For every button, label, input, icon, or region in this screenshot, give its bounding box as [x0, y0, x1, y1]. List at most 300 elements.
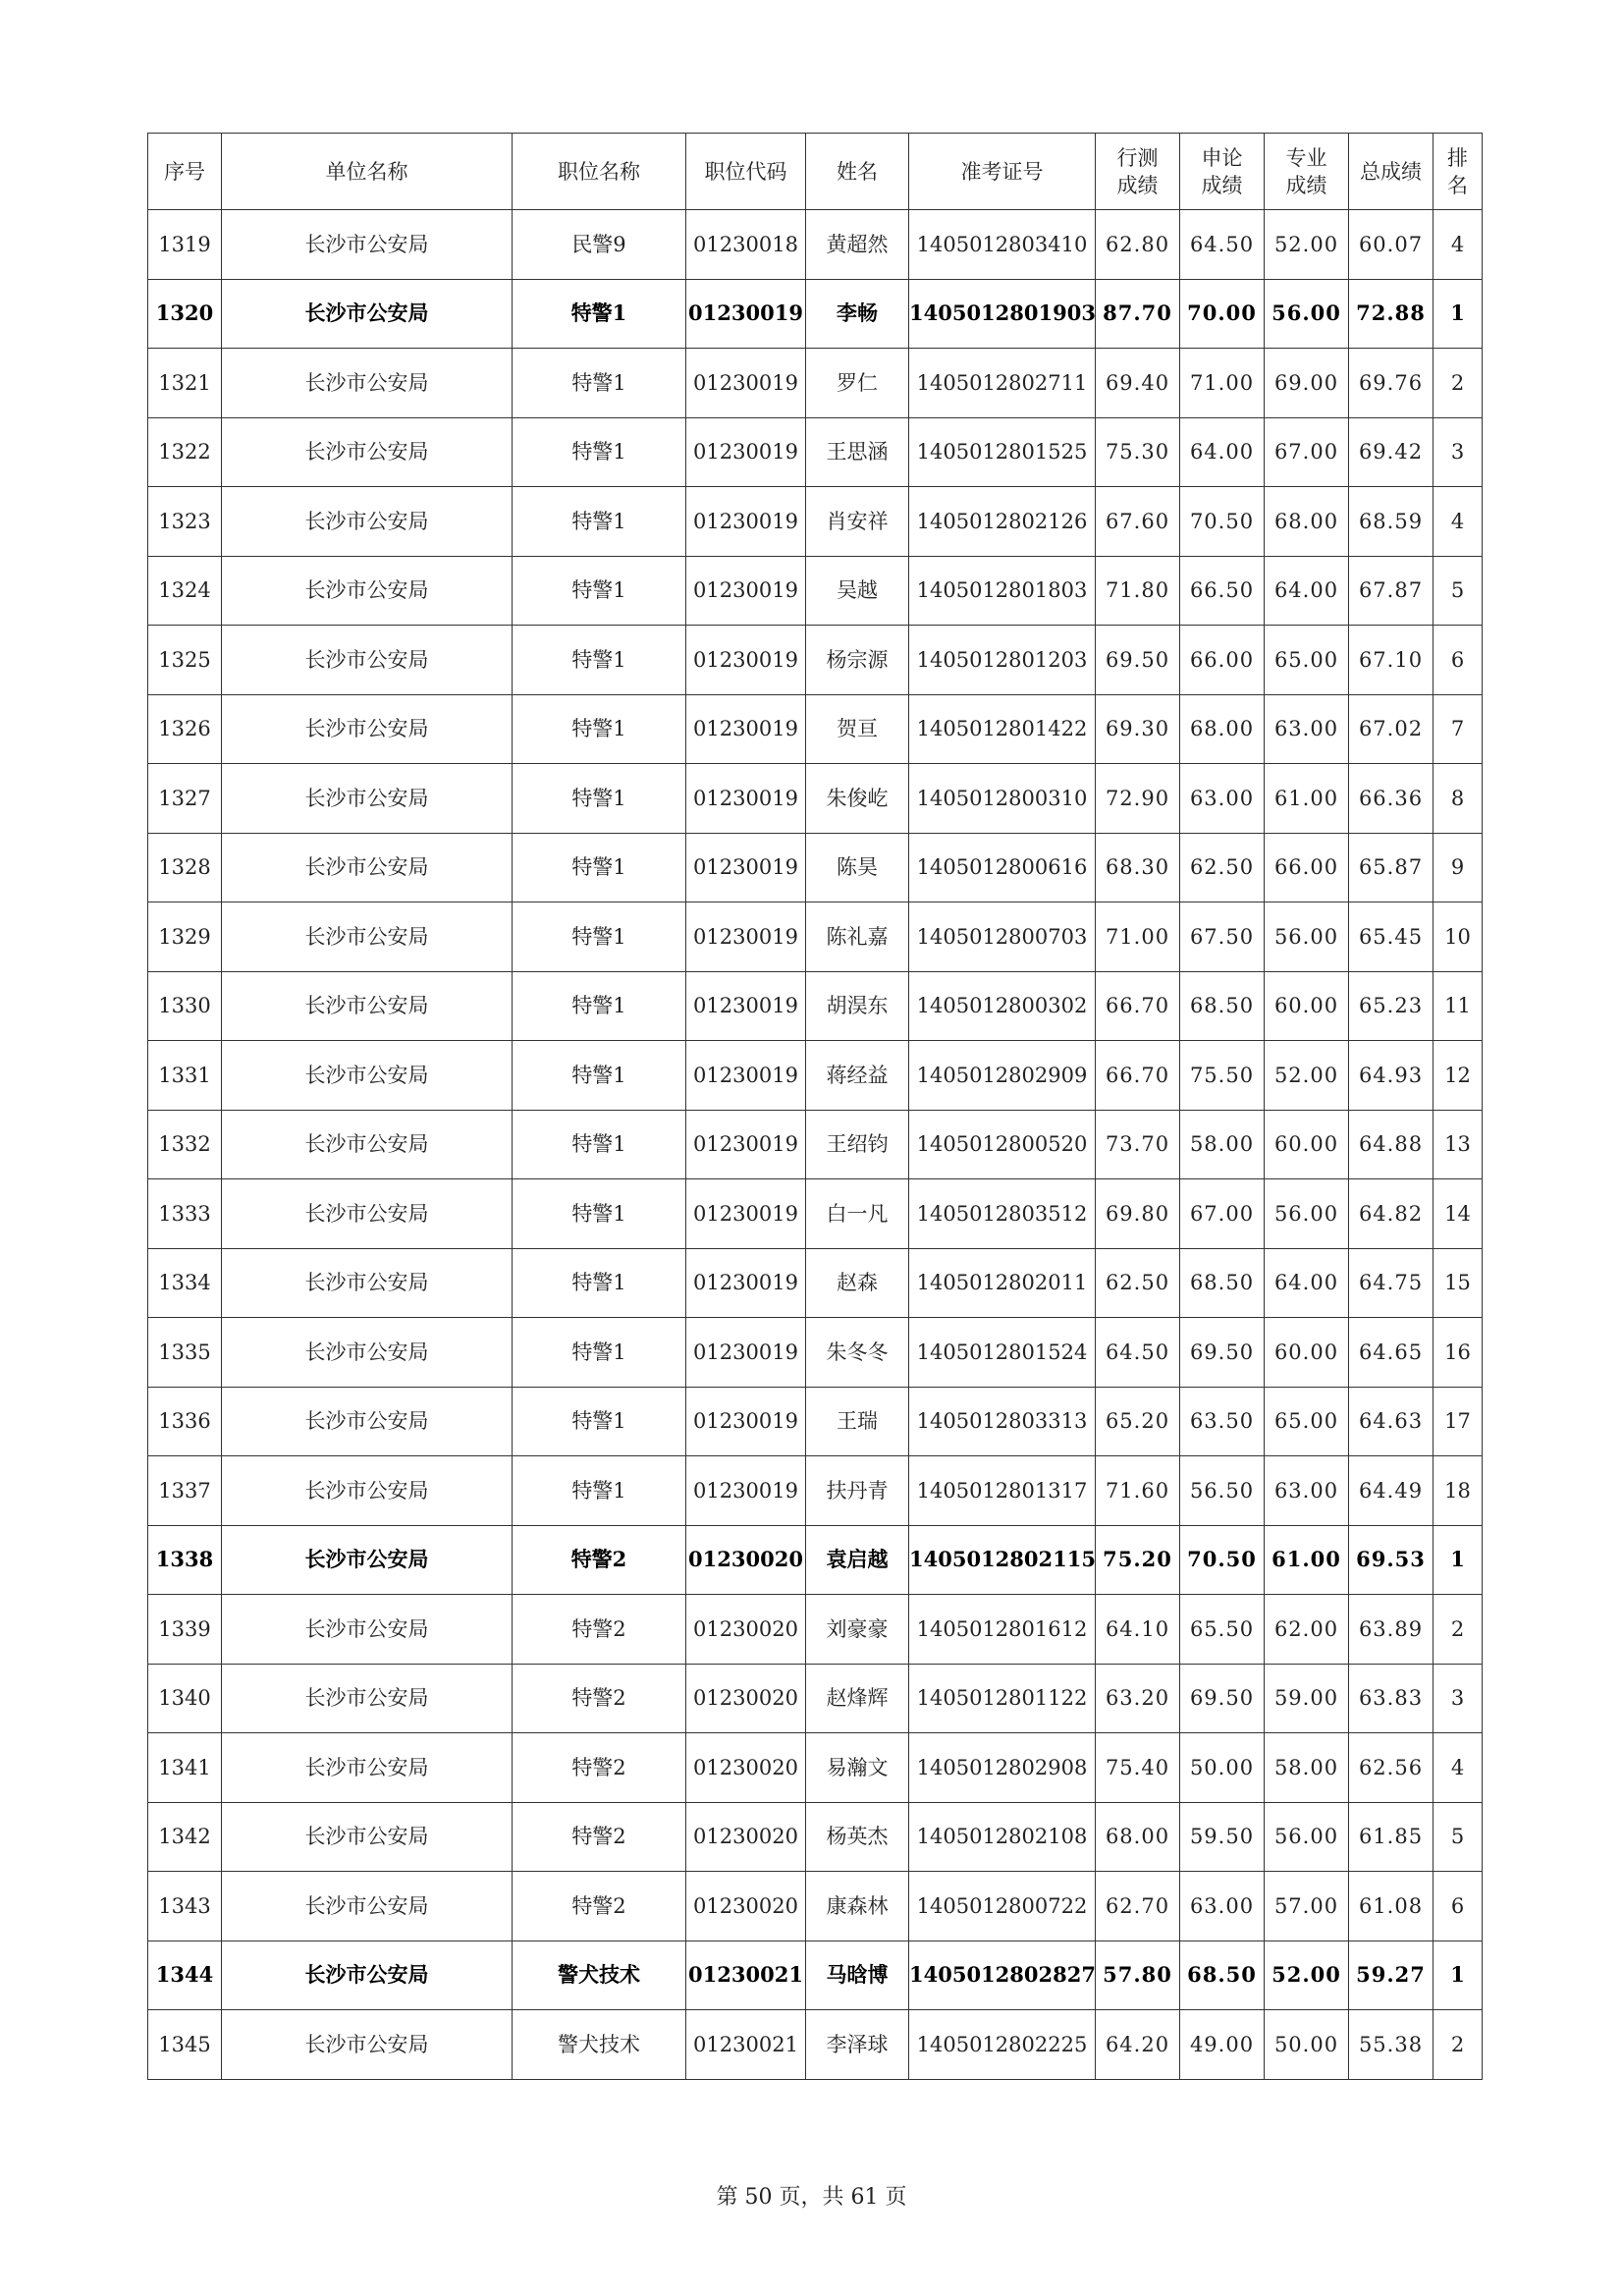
- cell-post: 特警1: [513, 1387, 686, 1456]
- cell-unit: 长沙市公安局: [222, 1110, 513, 1179]
- cell-ticket: 1405012801903: [909, 279, 1096, 349]
- cell-name: 胡淏东: [806, 971, 909, 1041]
- cell-name: 赵森: [806, 1248, 909, 1318]
- table-row: [148, 1248, 1483, 1318]
- table-row: [148, 1179, 1483, 1249]
- cell-name: 赵烽辉: [806, 1664, 909, 1733]
- cell-seq: 1339: [148, 1595, 222, 1665]
- cell-shenlun: 68.50: [1180, 1941, 1265, 2010]
- cell-post: 特警1: [513, 417, 686, 487]
- cell-zhuanye: 56.00: [1265, 902, 1349, 972]
- header-rank: [1434, 134, 1483, 210]
- cell-code: 01230019: [686, 417, 806, 487]
- cell-name: 罗仁: [806, 349, 909, 418]
- cell-code: 01230019: [686, 833, 806, 902]
- cell-shenlun: 68.00: [1180, 694, 1265, 764]
- cell-name: 康森林: [806, 1872, 909, 1941]
- cell-xingce: 72.90: [1096, 764, 1180, 834]
- cell-shenlun: 66.50: [1180, 556, 1265, 626]
- cell-unit: 长沙市公安局: [222, 556, 513, 626]
- cell-total: 64.63: [1349, 1387, 1434, 1456]
- cell-rank: 4: [1434, 210, 1483, 280]
- cell-seq: 1329: [148, 902, 222, 972]
- cell-unit: 长沙市公安局: [222, 833, 513, 902]
- cell-xingce: 62.50: [1096, 1248, 1180, 1318]
- header-xingce: [1096, 134, 1180, 210]
- cell-zhuanye: 66.00: [1265, 833, 1349, 902]
- cell-total: 67.10: [1349, 626, 1434, 695]
- cell-shenlun: 64.00: [1180, 417, 1265, 487]
- cell-xingce: 71.80: [1096, 556, 1180, 626]
- cell-xingce: 69.80: [1096, 1179, 1180, 1249]
- cell-name: 袁启越: [806, 1525, 909, 1595]
- cell-shenlun: 50.00: [1180, 1733, 1265, 1803]
- cell-name: 吴越: [806, 556, 909, 626]
- cell-rank: 16: [1434, 1318, 1483, 1388]
- cell-ticket: 1405012802827: [909, 1941, 1096, 2010]
- cell-ticket: 1405012801525: [909, 417, 1096, 487]
- cell-total: 59.27: [1349, 1941, 1434, 2010]
- cell-code: 01230019: [686, 764, 806, 834]
- cell-seq: 1328: [148, 833, 222, 902]
- table-row: [148, 1733, 1483, 1803]
- cell-shenlun: 68.50: [1180, 1248, 1265, 1318]
- cell-total: 69.53: [1349, 1525, 1434, 1595]
- cell-shenlun: 70.00: [1180, 279, 1265, 349]
- cell-unit: 长沙市公安局: [222, 279, 513, 349]
- table-row: [148, 1941, 1483, 2010]
- cell-total: 64.49: [1349, 1456, 1434, 1526]
- cell-rank: 13: [1434, 1110, 1483, 1179]
- cell-total: 63.83: [1349, 1664, 1434, 1733]
- cell-post: 特警1: [513, 1179, 686, 1249]
- cell-post: 特警1: [513, 626, 686, 695]
- cell-seq: 1335: [148, 1318, 222, 1388]
- cell-zhuanye: 64.00: [1265, 1248, 1349, 1318]
- cell-ticket: 1405012802126: [909, 487, 1096, 557]
- cell-unit: 长沙市公安局: [222, 1248, 513, 1318]
- cell-ticket: 1405012801524: [909, 1318, 1096, 1388]
- cell-zhuanye: 69.00: [1265, 349, 1349, 418]
- cell-code: 01230018: [686, 210, 806, 280]
- table-row: [148, 556, 1483, 626]
- cell-code: 01230019: [686, 1248, 806, 1318]
- cell-post: 特警2: [513, 1733, 686, 1803]
- cell-rank: 2: [1434, 1595, 1483, 1665]
- table-row: [148, 1525, 1483, 1595]
- cell-ticket: 1405012801317: [909, 1456, 1096, 1526]
- cell-total: 61.85: [1349, 1802, 1434, 1872]
- cell-total: 67.02: [1349, 694, 1434, 764]
- table-row: [148, 1456, 1483, 1526]
- cell-ticket: 1405012800310: [909, 764, 1096, 834]
- header-rank-l2: 名: [1447, 173, 1468, 197]
- cell-post: 民警9: [513, 210, 686, 280]
- cell-unit: 长沙市公安局: [222, 1179, 513, 1249]
- cell-code: 01230019: [686, 1318, 806, 1388]
- cell-name: 陈礼嘉: [806, 902, 909, 972]
- cell-name: 朱俊屹: [806, 764, 909, 834]
- cell-xingce: 68.30: [1096, 833, 1180, 902]
- cell-shenlun: 75.50: [1180, 1041, 1265, 1111]
- cell-ticket: 1405012802711: [909, 349, 1096, 418]
- cell-ticket: 1405012800722: [909, 1872, 1096, 1941]
- cell-zhuanye: 63.00: [1265, 1456, 1349, 1526]
- table-row: [148, 764, 1483, 834]
- cell-rank: 4: [1434, 487, 1483, 557]
- cell-post: 特警1: [513, 764, 686, 834]
- header-shenlun: [1180, 134, 1265, 210]
- cell-zhuanye: 64.00: [1265, 556, 1349, 626]
- header-zhuanye-l1: 专业: [1285, 145, 1327, 170]
- cell-xingce: 75.30: [1096, 417, 1180, 487]
- cell-seq: 1337: [148, 1456, 222, 1526]
- cell-zhuanye: 62.00: [1265, 1595, 1349, 1665]
- cell-shenlun: 68.50: [1180, 971, 1265, 1041]
- cell-name: 朱冬冬: [806, 1318, 909, 1388]
- cell-xingce: 71.60: [1096, 1456, 1180, 1526]
- cell-post: 特警1: [513, 1318, 686, 1388]
- cell-code: 01230019: [686, 1387, 806, 1456]
- cell-zhuanye: 52.00: [1265, 1941, 1349, 2010]
- cell-total: 69.42: [1349, 417, 1434, 487]
- cell-ticket: 1405012801803: [909, 556, 1096, 626]
- cell-rank: 18: [1434, 1456, 1483, 1526]
- cell-total: 65.45: [1349, 902, 1434, 972]
- cell-xingce: 69.40: [1096, 349, 1180, 418]
- table-row: [148, 279, 1483, 349]
- cell-xingce: 66.70: [1096, 1041, 1180, 1111]
- cell-unit: 长沙市公安局: [222, 349, 513, 418]
- cell-seq: 1338: [148, 1525, 222, 1595]
- cell-rank: 10: [1434, 902, 1483, 972]
- table-row: [148, 1595, 1483, 1665]
- cell-xingce: 65.20: [1096, 1387, 1180, 1456]
- header-zhuanye: [1265, 134, 1349, 210]
- cell-shenlun: 69.50: [1180, 1318, 1265, 1388]
- cell-code: 01230020: [686, 1525, 806, 1595]
- cell-ticket: 1405012803313: [909, 1387, 1096, 1456]
- cell-shenlun: 69.50: [1180, 1664, 1265, 1733]
- cell-zhuanye: 65.00: [1265, 626, 1349, 695]
- cell-zhuanye: 60.00: [1265, 971, 1349, 1041]
- cell-zhuanye: 50.00: [1265, 2010, 1349, 2080]
- cell-unit: 长沙市公安局: [222, 1387, 513, 1456]
- cell-seq: 1321: [148, 349, 222, 418]
- cell-xingce: 67.60: [1096, 487, 1180, 557]
- cell-post: 特警1: [513, 556, 686, 626]
- cell-zhuanye: 56.00: [1265, 1179, 1349, 1249]
- table-row: [148, 1802, 1483, 1872]
- cell-unit: 长沙市公安局: [222, 694, 513, 764]
- cell-ticket: 1405012801203: [909, 626, 1096, 695]
- cell-post: 特警1: [513, 971, 686, 1041]
- cell-total: 63.89: [1349, 1595, 1434, 1665]
- table-row: [148, 902, 1483, 972]
- cell-ticket: 1405012803512: [909, 1179, 1096, 1249]
- cell-unit: 长沙市公安局: [222, 626, 513, 695]
- table-row: [148, 833, 1483, 902]
- cell-name: 刘豪豪: [806, 1595, 909, 1665]
- header-unit: 单位名称: [222, 134, 513, 210]
- cell-seq: 1341: [148, 1733, 222, 1803]
- cell-unit: 长沙市公安局: [222, 1733, 513, 1803]
- table-row: [148, 1664, 1483, 1733]
- cell-ticket: 1405012801422: [909, 694, 1096, 764]
- cell-name: 陈昊: [806, 833, 909, 902]
- cell-zhuanye: 57.00: [1265, 1872, 1349, 1941]
- cell-zhuanye: 63.00: [1265, 694, 1349, 764]
- cell-xingce: 66.70: [1096, 971, 1180, 1041]
- cell-total: 64.75: [1349, 1248, 1434, 1318]
- cell-xingce: 64.20: [1096, 2010, 1180, 2080]
- cell-code: 01230019: [686, 349, 806, 418]
- cell-seq: 1331: [148, 1041, 222, 1111]
- cell-shenlun: 64.50: [1180, 210, 1265, 280]
- cell-xingce: 62.80: [1096, 210, 1180, 280]
- header-code: 职位代码: [686, 134, 806, 210]
- cell-xingce: 64.50: [1096, 1318, 1180, 1388]
- table-row: [148, 1041, 1483, 1111]
- cell-rank: 15: [1434, 1248, 1483, 1318]
- cell-zhuanye: 52.00: [1265, 210, 1349, 280]
- cell-shenlun: 58.00: [1180, 1110, 1265, 1179]
- table-row: [148, 417, 1483, 487]
- cell-ticket: 1405012802225: [909, 2010, 1096, 2080]
- header-xingce-l1: 行测: [1116, 145, 1159, 170]
- header-seq: 序号: [148, 134, 222, 210]
- cell-xingce: 71.00: [1096, 902, 1180, 972]
- header-xingce-l2: 成绩: [1116, 173, 1159, 197]
- cell-total: 64.82: [1349, 1179, 1434, 1249]
- cell-unit: 长沙市公安局: [222, 1941, 513, 2010]
- cell-total: 72.88: [1349, 279, 1434, 349]
- table-row: [148, 694, 1483, 764]
- cell-shenlun: 63.50: [1180, 1387, 1265, 1456]
- cell-rank: 12: [1434, 1041, 1483, 1111]
- cell-post: 特警1: [513, 833, 686, 902]
- cell-rank: 6: [1434, 626, 1483, 695]
- cell-post: 特警1: [513, 487, 686, 557]
- cell-code: 01230019: [686, 1179, 806, 1249]
- cell-unit: 长沙市公安局: [222, 2010, 513, 2080]
- cell-shenlun: 70.50: [1180, 487, 1265, 557]
- cell-seq: 1344: [148, 1941, 222, 2010]
- cell-name: 王绍钧: [806, 1110, 909, 1179]
- cell-xingce: 69.50: [1096, 626, 1180, 695]
- table-row: [148, 626, 1483, 695]
- cell-shenlun: 67.50: [1180, 902, 1265, 972]
- cell-unit: 长沙市公安局: [222, 1525, 513, 1595]
- table-row: [148, 1872, 1483, 1941]
- cell-post: 特警1: [513, 1456, 686, 1526]
- cell-post: 特警1: [513, 1041, 686, 1111]
- table-row: [148, 1110, 1483, 1179]
- cell-code: 01230019: [686, 1110, 806, 1179]
- cell-shenlun: 59.50: [1180, 1802, 1265, 1872]
- cell-code: 01230019: [686, 487, 806, 557]
- cell-total: 65.23: [1349, 971, 1434, 1041]
- cell-code: 01230020: [686, 1802, 806, 1872]
- cell-total: 69.76: [1349, 349, 1434, 418]
- cell-seq: 1342: [148, 1802, 222, 1872]
- cell-seq: 1319: [148, 210, 222, 280]
- cell-code: 01230020: [686, 1872, 806, 1941]
- cell-shenlun: 65.50: [1180, 1595, 1265, 1665]
- cell-ticket: 1405012802115: [909, 1525, 1096, 1595]
- cell-rank: 5: [1434, 556, 1483, 626]
- cell-unit: 长沙市公安局: [222, 1664, 513, 1733]
- cell-rank: 14: [1434, 1179, 1483, 1249]
- cell-name: 李泽球: [806, 2010, 909, 2080]
- cell-zhuanye: 56.00: [1265, 279, 1349, 349]
- cell-zhuanye: 60.00: [1265, 1318, 1349, 1388]
- cell-xingce: 87.70: [1096, 279, 1180, 349]
- cell-name: 贺亘: [806, 694, 909, 764]
- cell-post: 特警1: [513, 1110, 686, 1179]
- cell-ticket: 1405012801612: [909, 1595, 1096, 1665]
- cell-zhuanye: 61.00: [1265, 764, 1349, 834]
- cell-ticket: 1405012800616: [909, 833, 1096, 902]
- cell-unit: 长沙市公安局: [222, 417, 513, 487]
- cell-seq: 1320: [148, 279, 222, 349]
- cell-total: 67.87: [1349, 556, 1434, 626]
- cell-total: 65.87: [1349, 833, 1434, 902]
- cell-seq: 1343: [148, 1872, 222, 1941]
- cell-unit: 长沙市公安局: [222, 1041, 513, 1111]
- cell-post: 特警1: [513, 349, 686, 418]
- cell-code: 01230019: [686, 279, 806, 349]
- table-row: [148, 971, 1483, 1041]
- cell-total: 64.65: [1349, 1318, 1434, 1388]
- header-post: 职位名称: [513, 134, 686, 210]
- cell-seq: 1327: [148, 764, 222, 834]
- cell-xingce: 69.30: [1096, 694, 1180, 764]
- cell-unit: 长沙市公安局: [222, 210, 513, 280]
- table-row: [148, 210, 1483, 280]
- cell-unit: 长沙市公安局: [222, 764, 513, 834]
- cell-rank: 1: [1434, 1525, 1483, 1595]
- cell-code: 01230020: [686, 1595, 806, 1665]
- cell-code: 01230021: [686, 2010, 806, 2080]
- table-row: [148, 1318, 1483, 1388]
- cell-code: 01230019: [686, 556, 806, 626]
- cell-unit: 长沙市公安局: [222, 1318, 513, 1388]
- cell-post: 特警1: [513, 902, 686, 972]
- cell-rank: 11: [1434, 971, 1483, 1041]
- cell-code: 01230020: [686, 1664, 806, 1733]
- cell-rank: 2: [1434, 349, 1483, 418]
- cell-xingce: 68.00: [1096, 1802, 1180, 1872]
- cell-ticket: 1405012803410: [909, 210, 1096, 280]
- cell-seq: 1325: [148, 626, 222, 695]
- cell-unit: 长沙市公安局: [222, 1872, 513, 1941]
- cell-total: 61.08: [1349, 1872, 1434, 1941]
- cell-xingce: 75.20: [1096, 1525, 1180, 1595]
- cell-name: 肖安祥: [806, 487, 909, 557]
- cell-name: 扶丹青: [806, 1456, 909, 1526]
- cell-unit: 长沙市公安局: [222, 1802, 513, 1872]
- cell-ticket: 1405012802011: [909, 1248, 1096, 1318]
- cell-code: 01230019: [686, 626, 806, 695]
- cell-post: 特警2: [513, 1802, 686, 1872]
- cell-name: 蒋经益: [806, 1041, 909, 1111]
- cell-ticket: 1405012800302: [909, 971, 1096, 1041]
- cell-seq: 1340: [148, 1664, 222, 1733]
- cell-name: 白一凡: [806, 1179, 909, 1249]
- cell-shenlun: 56.50: [1180, 1456, 1265, 1526]
- cell-name: 杨宗源: [806, 626, 909, 695]
- cell-shenlun: 67.00: [1180, 1179, 1265, 1249]
- cell-rank: 9: [1434, 833, 1483, 902]
- cell-zhuanye: 67.00: [1265, 417, 1349, 487]
- header-zhuanye-l2: 成绩: [1285, 173, 1327, 197]
- cell-rank: 3: [1434, 1664, 1483, 1733]
- cell-seq: 1324: [148, 556, 222, 626]
- cell-ticket: 1405012802909: [909, 1041, 1096, 1111]
- cell-zhuanye: 56.00: [1265, 1802, 1349, 1872]
- cell-post: 特警1: [513, 1248, 686, 1318]
- cell-rank: 17: [1434, 1387, 1483, 1456]
- cell-xingce: 62.70: [1096, 1872, 1180, 1941]
- page-footer: 第 50 页，共 61 页: [716, 2185, 907, 2210]
- results-table: [147, 133, 1483, 2080]
- cell-shenlun: 71.00: [1180, 349, 1265, 418]
- header-rank-l1: 排: [1447, 145, 1468, 170]
- cell-post: 警犬技术: [513, 2010, 686, 2080]
- cell-total: 64.88: [1349, 1110, 1434, 1179]
- cell-zhuanye: 61.00: [1265, 1525, 1349, 1595]
- cell-code: 01230019: [686, 694, 806, 764]
- cell-rank: 2: [1434, 2010, 1483, 2080]
- cell-total: 62.56: [1349, 1733, 1434, 1803]
- cell-code: 01230021: [686, 1941, 806, 2010]
- cell-zhuanye: 68.00: [1265, 487, 1349, 557]
- cell-xingce: 64.10: [1096, 1595, 1180, 1665]
- cell-zhuanye: 58.00: [1265, 1733, 1349, 1803]
- cell-unit: 长沙市公安局: [222, 971, 513, 1041]
- header-name: 姓名: [806, 134, 909, 210]
- cell-ticket: 1405012800703: [909, 902, 1096, 972]
- cell-zhuanye: 65.00: [1265, 1387, 1349, 1456]
- cell-shenlun: 70.50: [1180, 1525, 1265, 1595]
- cell-total: 64.93: [1349, 1041, 1434, 1111]
- cell-seq: 1334: [148, 1248, 222, 1318]
- cell-seq: 1332: [148, 1110, 222, 1179]
- cell-shenlun: 63.00: [1180, 764, 1265, 834]
- cell-rank: 6: [1434, 1872, 1483, 1941]
- cell-rank: 4: [1434, 1733, 1483, 1803]
- cell-shenlun: 66.00: [1180, 626, 1265, 695]
- cell-code: 01230019: [686, 902, 806, 972]
- cell-code: 01230019: [686, 1041, 806, 1111]
- cell-post: 特警1: [513, 694, 686, 764]
- cell-unit: 长沙市公安局: [222, 487, 513, 557]
- header-ticket: 准考证号: [909, 134, 1096, 210]
- cell-total: 60.07: [1349, 210, 1434, 280]
- cell-rank: 3: [1434, 417, 1483, 487]
- cell-shenlun: 62.50: [1180, 833, 1265, 902]
- cell-post: 特警1: [513, 279, 686, 349]
- cell-unit: 长沙市公安局: [222, 1456, 513, 1526]
- cell-seq: 1333: [148, 1179, 222, 1249]
- cell-name: 马晗博: [806, 1941, 909, 2010]
- cell-seq: 1322: [148, 417, 222, 487]
- table-row: [148, 2010, 1483, 2080]
- cell-shenlun: 63.00: [1180, 1872, 1265, 1941]
- cell-name: 王思涵: [806, 417, 909, 487]
- cell-ticket: 1405012802108: [909, 1802, 1096, 1872]
